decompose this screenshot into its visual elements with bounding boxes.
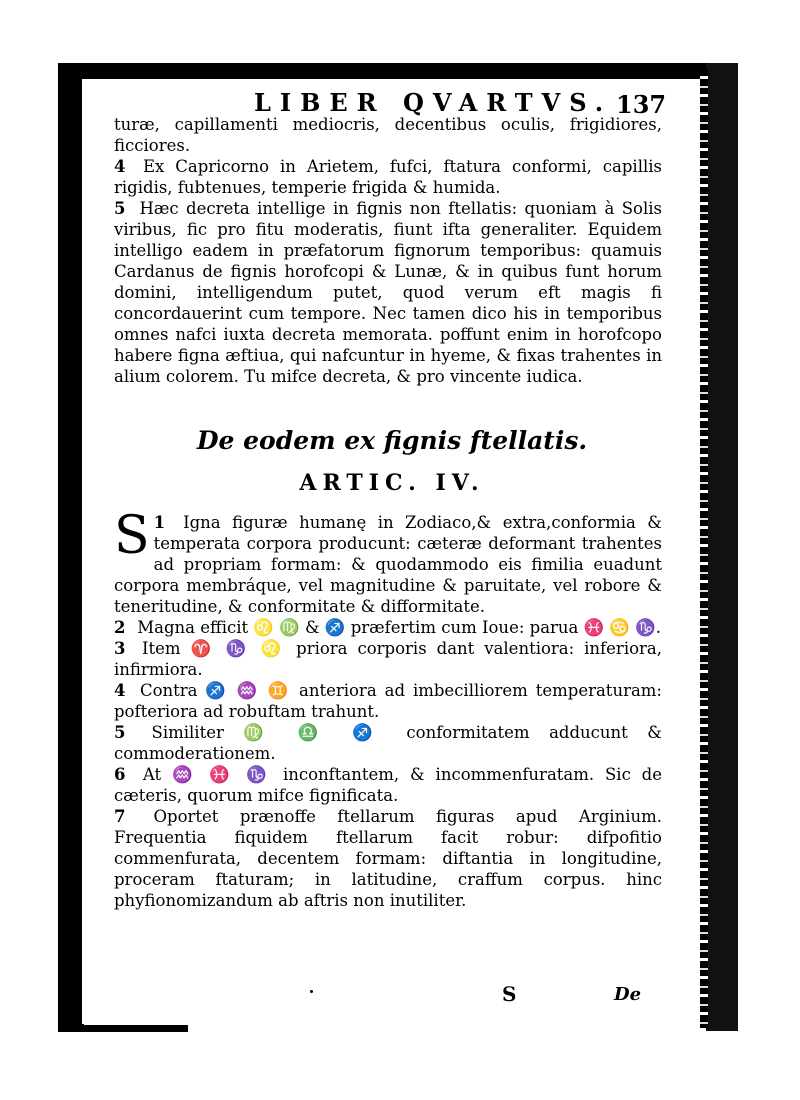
catchword: De — [614, 984, 642, 1005]
paragraph-text: turæ, capillamenti mediocris, decentibus oculis, frigidiores, ficciores. — [114, 115, 662, 155]
text-block-2 — [114, 506, 662, 911]
paragraph-text: Similiter ♍ ♎ ♐ conformitatem adducunt & commoderationem. — [114, 723, 662, 763]
paragraph — [114, 198, 662, 387]
paragraph-number: 1 — [153, 513, 166, 532]
paragraph-text: Oportet prænoffe ftellarum figuras apud Arginium. Frequentia fiquidem ftellarum facit robur: difpofitio commenfurata, decentem formam: diftantia in longitudine, proceram ftaturam; in latitudine, craffum corpus. hinc phyfionomizandum ab aftris non inutiliter. — [114, 807, 662, 910]
scan-border-left-inner — [76, 78, 82, 1028]
paragraph — [114, 114, 662, 156]
paragraph — [114, 156, 662, 198]
paragraph — [114, 722, 662, 764]
paragraph-text: Item ♈ ♑ ♌ priora corporis dant valentiora: inferiora, infirmiora. — [114, 639, 662, 679]
paragraph-number: 4 — [114, 681, 126, 700]
book-page — [84, 80, 700, 1025]
paragraph — [114, 680, 662, 722]
paragraph-text: Contra ♐ ♒ ♊ anteriora ad imbecilliorem temperaturam: pofteriora ad robuftam trahunt. — [114, 681, 662, 721]
paragraph-text: Magna efficit ♌ ♍ & ♐ præfertim cum Ioue: parua ♓ ♋ ♑. — [137, 618, 661, 637]
paragraph-text: Hæc decreta intellige in fignis non ftellatis: quoniam à Solis viribus, fic pro fitu moderatis, fiunt ifta generaliter. Equidem intelligo eadem in præfatorum fignorum temporibus: quamuis Cardanus de fignis horofcopi & Lunæ, & in quibus funt horum domini, intelligendum putet, quod verum eft magis fi concordauerint cum tempore. Nec tamen dico his in temporibus omnes nafci iuxta decreta memorata. poffunt enim in horofcopo habere figna æftiua, qui nafcuntur in hyeme, & fixas trahentes in alium colorem. Tu mifce decreta, & pro vincente iudica. — [114, 199, 663, 386]
paragraph-text: At ♒ ♓ ♑ inconftantem, & incommenfuratam. Sic de cæteris, quorum mifce fignificata. — [114, 765, 662, 805]
signature-mark: S — [502, 982, 517, 1006]
article-heading: ARTIC. IV. — [299, 470, 485, 496]
paragraph — [114, 764, 662, 806]
page-edge-right — [700, 70, 708, 1028]
paragraph-number: 5 — [114, 723, 126, 742]
paragraph — [114, 806, 662, 911]
paragraph — [114, 638, 662, 680]
paragraph-number: 7 — [114, 807, 126, 826]
text-block-1 — [114, 114, 662, 387]
drop-cap: S — [114, 506, 150, 566]
paragraph — [114, 506, 662, 617]
scan-border-right — [706, 63, 738, 1031]
scan-border-top — [58, 63, 738, 79]
scan-border-bottom — [58, 1024, 188, 1032]
paragraph-number: 2 — [114, 618, 126, 637]
section-heading: De eodem ex fignis ftellatis. — [196, 426, 588, 455]
ink-speck — [310, 990, 313, 993]
paragraph-number: 6 — [114, 765, 126, 784]
paragraph-text: Ex Capricorno in Arietem, fufci, ftatura conformi, capillis rigidis, fubtenues, temperie frigida & humida. — [114, 157, 663, 197]
paragraph-text: Igna figuræ humanę in Zodiaco,& extra,conformia & temperata corpora producunt: cæteræ deformant trahentes ad propriam formam: & quodammodo eis fimilia euadunt corpora membráque, vel magnitudine & paruitate, vel robore & teneritudine, & conformitate & difformitate. — [114, 513, 662, 616]
scan-border-left — [58, 63, 78, 1031]
paragraph-number: 4 — [114, 157, 126, 176]
paragraph — [114, 617, 662, 638]
paragraph-number: 3 — [114, 639, 126, 658]
running-title: LIBER QVARTVS. — [254, 88, 613, 117]
paragraph-number: 5 — [114, 199, 126, 218]
page-number: 137 — [616, 90, 667, 119]
